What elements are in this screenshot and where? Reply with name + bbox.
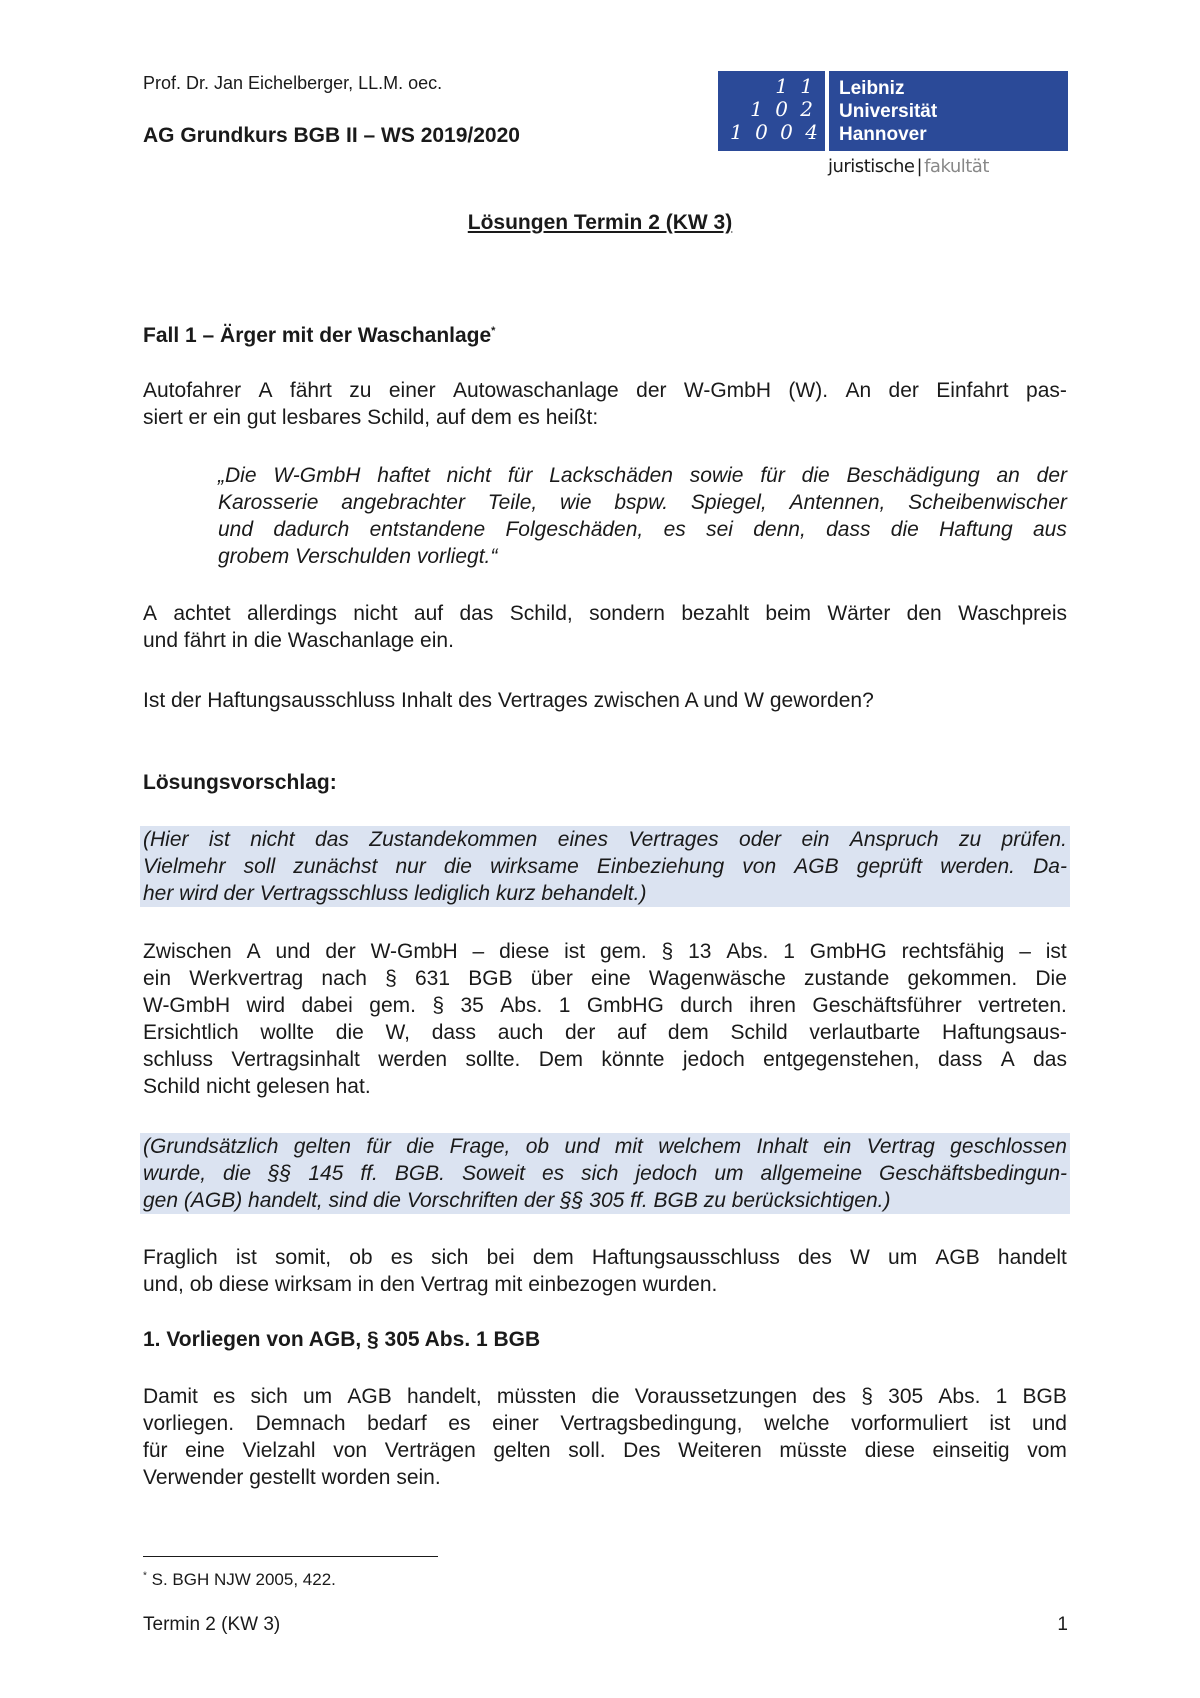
- text-line: Verwender gestellt worden sein.: [143, 1466, 441, 1489]
- course-title: AG Grundkurs BGB II – WS 2019/2020: [143, 124, 520, 147]
- note-box-2: [140, 1133, 1070, 1214]
- text-line: grobem Verschulden vorliegt.“: [218, 545, 498, 568]
- footer-label: Termin 2 (KW 3): [143, 1614, 281, 1635]
- logo-faculty-divider: |: [916, 156, 923, 177]
- page-number: 1: [1057, 1614, 1068, 1635]
- logo-name-line: Universität: [839, 101, 938, 122]
- text-line: siert er ein gut lesbares Schild, auf dem es heißt:: [143, 406, 599, 429]
- text-line: Zwischen A und der W-GmbH – diese ist gem. § 13 Abs. 1 GmbHG rechtsfähig – ist: [143, 940, 1067, 963]
- solution-heading: Lösungsvorschlag:: [143, 771, 337, 794]
- text-line: schluss Vertragsinhalt werden sollte. Dem könnte jedoch entgegenstehen, dass A das: [143, 1048, 1067, 1071]
- section-1-heading: 1. Vorliegen von AGB, § 305 Abs. 1 BGB: [143, 1328, 541, 1351]
- logo-faculty: [828, 156, 989, 177]
- logo-faculty-b: fakultät: [924, 156, 989, 177]
- logo-digits: [730, 74, 821, 144]
- text-line: A achtet allerdings nicht auf das Schild, sondern bezahlt beim Wärter den Waschpreis: [143, 602, 1067, 625]
- logo-digits-row: 1 1: [775, 74, 816, 98]
- text-line: Fraglich ist somit, ob es sich bei dem Haftungsausschluss des W um AGB handelt: [143, 1246, 1067, 1269]
- text-line: ein Werkvertrag nach § 631 BGB über eine Wagenwäsche zustande gekommen. Die: [143, 967, 1067, 990]
- text-line: wurde, die §§ 145 ff. BGB. Soweit es sich jedoch um allgemeine Geschäftsbedingun-: [143, 1162, 1067, 1185]
- text-line: Autofahrer A fährt zu einer Autowaschanlage der W-GmbH (W). An der Einfahrt pas-: [143, 379, 1067, 402]
- text-line: und fährt in die Waschanlage ein.: [143, 629, 454, 652]
- text-line: W-GmbH wird dabei gem. § 35 Abs. 1 GmbHG durch ihren Geschäftsführer vertreten.: [143, 994, 1067, 1017]
- paragraph-2: [143, 600, 1067, 654]
- text-line: „Die W-GmbH haftet nicht für Lackschäden sowie für die Beschädigung an der: [218, 464, 1067, 487]
- sign-quote: [218, 462, 1067, 570]
- intro-paragraph: [143, 377, 1067, 431]
- paragraph-4: [143, 1244, 1067, 1298]
- text-line: Damit es sich um AGB handelt, müssten die Voraussetzungen des § 305 Abs. 1 BGB: [143, 1385, 1067, 1408]
- text-line: Vielmehr soll zunächst nur die wirksame Einbeziehung von AGB geprüft werden. Da-: [143, 855, 1067, 878]
- logo-separator: [825, 71, 829, 151]
- text-line: gen (AGB) handelt, sind die Vorschriften der §§ 305 ff. BGB zu berücksichtigen.): [143, 1189, 891, 1212]
- logo-digits-row: 1 0 0 4: [730, 120, 821, 144]
- footnote: [143, 1570, 336, 1590]
- footnote-rule: [143, 1556, 438, 1557]
- logo-name-line: Hannover: [839, 124, 927, 145]
- logo-digits-row: 1 0 2: [750, 97, 816, 121]
- university-logo: [718, 71, 1068, 177]
- logo-box: [718, 71, 1068, 151]
- text-line: für eine Vielzahl von Verträgen gelten soll. Des Weiteren müsste diese einseitig vom: [143, 1439, 1067, 1462]
- paragraph-5: [143, 1383, 1067, 1491]
- question: [143, 687, 1067, 714]
- footnote-marker: *: [491, 325, 496, 337]
- case-heading-text: Fall 1 – Ärger mit der Waschanlage: [143, 324, 492, 347]
- logo-name-line: Leibniz: [839, 78, 905, 99]
- text-line: Ersichtlich wollte die W, dass auch der auf dem Schild verlautbarte Haftungsaus-: [143, 1021, 1067, 1044]
- footnote-marker: *: [143, 1570, 147, 1582]
- case-heading: [143, 324, 495, 348]
- logo-faculty-a: juristische: [828, 156, 915, 177]
- paragraph-3: [143, 938, 1067, 1100]
- text-line: vorliegen. Demnach bedarf es einer Vertragsbedingung, welche vorformuliert ist und: [143, 1412, 1067, 1435]
- page-title: Lösungen Termin 2 (KW 3): [467, 211, 733, 234]
- text-line: (Grundsätzlich gelten für die Frage, ob und mit welchem Inhalt ein Vertrag geschlossen: [143, 1135, 1067, 1158]
- text-line: (Hier ist nicht das Zustandekommen eines Vertrages oder ein Anspruch zu prüfen.: [143, 828, 1067, 851]
- text-line: Karosserie angebrachter Teile, wie bspw. Spiegel, Antennen, Scheibenwischer: [218, 491, 1067, 514]
- text-line: und dadurch entstandene Folgeschäden, es sei denn, dass die Haftung aus: [218, 518, 1067, 541]
- text-line: Schild nicht gelesen hat.: [143, 1075, 371, 1098]
- note-box-1: [140, 826, 1070, 907]
- text-line: Ist der Haftungsausschluss Inhalt des Vertrages zwischen A und W geworden?: [143, 689, 874, 712]
- author-line: Prof. Dr. Jan Eichelberger, LL.M. oec.: [143, 73, 443, 93]
- text-line: her wird der Vertragsschluss lediglich kurz behandelt.): [143, 882, 647, 905]
- footnote-text: S. BGH NJW 2005, 422.: [146, 1570, 336, 1589]
- logo-university-name: [839, 77, 937, 146]
- text-line: und, ob diese wirksam in den Vertrag mit einbezogen wurden.: [143, 1273, 718, 1296]
